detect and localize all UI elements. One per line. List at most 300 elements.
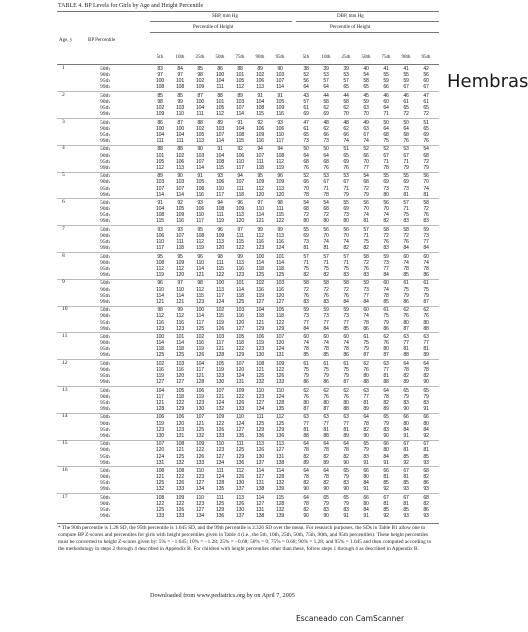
dbp-value-cell: 67 [403,441,409,448]
dbp-value-cell: 53 [323,72,329,79]
bp-percentile-label: 99th [100,298,110,305]
dbp-value-cell: 48 [323,119,329,126]
dbp-value-cell: 90 [323,486,329,493]
bp-percentile-label: 90th [100,500,110,507]
dbp-value-cell: 54 [363,72,369,79]
sbp-value-cell: 131 [275,352,285,359]
sbp-value-cell: 114 [176,292,184,299]
sbp-value-cell: 115 [216,164,224,171]
bp-percentile-label: 95th [100,319,110,326]
sbp-value-cell: 107 [235,105,245,112]
sbp-value-cell: 100 [255,253,265,260]
dbp-value-cell: 79 [303,373,309,380]
sbp-value-cell: 95 [177,253,183,260]
dbp-value-cell: 81 [363,399,369,406]
bp-percentile-label: 90th [100,313,110,320]
sbp-value-cell: 121 [255,319,265,326]
dbp-value-cell: 72 [363,185,369,192]
dbp-value-cell: 86 [423,272,429,279]
dbp-value-cell: 54 [363,173,369,180]
bp-percentile-label: 99th [100,245,110,252]
sbp-value-cell: 119 [156,420,164,427]
dbp-value-cell: 85 [323,352,329,359]
dbp-value-cell: 50 [383,119,389,126]
sbp-value-cell: 117 [236,164,244,171]
sbp-value-cell: 88 [197,119,203,126]
dbp-value-cell: 61 [323,360,329,367]
dbp-value-cell: 65 [403,387,409,394]
dbp-value-cell: 69 [343,158,349,165]
bp-percentile-label: 99th [100,486,110,493]
dbp-value-cell: 83 [343,272,349,279]
sbp-value-cell: 106 [255,125,265,132]
sbp-value-cell: 112 [236,468,244,474]
sbp-value-cell: 126 [215,426,225,433]
bp-percentile-label: 95th [100,346,110,353]
bp-percentile-label: 90th [100,286,110,293]
dbp-value-cell: 73 [363,286,369,293]
sbp-value-cell: 122 [175,474,185,481]
sbp-value-cell: 110 [156,239,164,246]
dbp-value-cell: 76 [403,239,409,246]
sbp-value-cell: 116 [176,218,184,225]
sbp-value-cell: 131 [275,453,285,460]
sbp-value-cell: 87 [177,119,183,126]
sbp-value-cell: 118 [236,191,244,198]
dbp-value-cell: 91 [423,406,429,413]
dbp-height-percentile-header: 25th [341,55,351,60]
sbp-percentile-of-height: Percentile of Height [193,25,234,30]
sbp-value-cell: 105 [235,78,245,85]
bp-percentile-label: 99th [100,513,110,520]
sbp-value-cell: 126 [235,399,245,406]
sbp-value-cell: 121 [195,373,205,380]
dbp-value-cell: 59 [383,78,389,85]
dbp-value-cell: 65 [383,414,389,421]
dbp-value-cell: 50 [403,119,409,126]
age-label: 15 [62,440,68,447]
sbp-value-cell: 110 [256,206,264,213]
sbp-height-percentile-header: 90th [255,55,265,60]
sbp-value-cell: 111 [156,138,164,145]
dbp-value-cell: 64 [403,125,409,132]
sbp-value-cell: 107 [155,441,165,448]
sbp-value-cell: 129 [175,406,185,413]
sbp-value-cell: 120 [275,191,285,198]
sbp-value-cell: 91 [237,119,243,126]
sbp-value-cell: 114 [236,111,244,118]
dbp-value-cell: 52 [383,146,389,153]
age-label: 9 [62,279,65,286]
sbp-value-cell: 120 [275,292,285,299]
dbp-value-cell: 65 [343,152,349,159]
sbp-value-cell: 110 [216,441,224,448]
dbp-value-cell: 81 [403,346,409,353]
dbp-value-cell: 58 [303,280,309,287]
sbp-value-cell: 91 [157,200,163,206]
dbp-value-cell: 81 [403,447,409,454]
dbp-value-cell: 79 [403,292,409,299]
dbp-value-cell: 85 [383,298,389,305]
dbp-value-cell: 62 [343,105,349,112]
sbp-value-cell: 104 [215,78,225,85]
sbp-value-cell: 114 [176,191,184,198]
sbp-value-cell: 123 [255,245,265,252]
dbp-value-cell: 77 [303,420,309,427]
age-label: 4 [62,145,65,152]
sbp-value-cell: 115 [196,292,204,299]
dbp-value-cell: 74 [363,313,369,320]
age-label: 17 [62,493,68,500]
sbp-value-cell: 121 [155,399,165,406]
dbp-value-cell: 81 [423,447,429,454]
sbp-value-cell: 106 [215,179,225,186]
bp-percentile-label: 99th [100,352,110,359]
sbp-value-cell: 106 [155,232,165,239]
sbp-value-cell: 123 [195,399,205,406]
dbp-value-cell: 77 [383,265,389,272]
dbp-value-cell: 74 [343,138,349,145]
dbp-value-cell: 57 [343,253,349,260]
dbp-value-cell: 78 [303,474,309,481]
dbp-value-cell: 76 [343,164,349,171]
sbp-value-cell: 124 [275,346,285,353]
dbp-value-cell: 60 [403,253,409,260]
sbp-value-cell: 114 [156,292,164,299]
dbp-value-cell: 92 [383,486,389,493]
sbp-value-cell: 129 [235,352,245,359]
sbp-value-cell: 113 [276,185,284,192]
bp-percentile-label: 95th [100,265,110,272]
sbp-value-cell: 110 [156,286,164,293]
dbp-value-cell: 78 [423,265,429,272]
bp-percentile-label: 95th [100,239,110,246]
dbp-value-cell: 79 [423,292,429,299]
sbp-value-cell: 103 [195,152,205,159]
dbp-value-cell: 68 [423,494,429,501]
sbp-value-cell: 112 [176,313,184,320]
dbp-value-cell: 56 [383,200,389,206]
sbp-value-cell: 114 [216,138,224,145]
sbp-value-cell: 133 [215,432,225,439]
sbp-value-cell: 105 [175,387,185,394]
sbp-value-cell: 112 [276,414,284,421]
dbp-value-cell: 55 [403,72,409,79]
dbp-value-cell: 72 [423,111,429,118]
dbp-value-cell: 81 [423,346,429,353]
sbp-value-cell: 111 [216,259,224,266]
dbp-value-cell: 92 [383,513,389,520]
dbp-value-cell: 74 [343,340,349,347]
sbp-value-cell: 108 [215,158,225,165]
dbp-value-cell: 88 [403,352,409,359]
dbp-value-cell: 59 [403,78,409,85]
dbp-value-cell: 58 [323,280,329,287]
sbp-value-cell: 90 [277,66,283,72]
sbp-value-cell: 118 [176,346,184,353]
dbp-value-cell: 85 [343,325,349,332]
sbp-value-cell: 89 [237,92,243,99]
sbp-value-cell: 118 [276,265,284,272]
sbp-value-cell: 111 [236,232,244,239]
sbp-value-cell: 117 [196,366,204,373]
bp-percentile-label: 50th [100,66,110,72]
sbp-value-cell: 124 [275,393,285,400]
dbp-value-cell: 90 [323,513,329,520]
dbp-value-cell: 90 [303,486,309,493]
bp-percentile-label: 50th [100,119,110,126]
sbp-value-cell: 139 [275,486,285,493]
dbp-value-cell: 59 [363,280,369,287]
sbp-value-cell: 130 [235,480,245,487]
dbp-value-cell: 65 [343,468,349,474]
sbp-value-cell: 122 [215,272,225,279]
sbp-value-cell: 128 [215,480,225,487]
bp-percentile-label: 90th [100,420,110,427]
bp-percentile-label: 95th [100,78,110,85]
sbp-value-cell: 116 [276,286,284,293]
dbp-percentile-of-height: Percentile of Height [330,25,371,30]
sbp-value-cell: 127 [275,447,285,454]
dbp-value-cell: 43 [303,92,309,99]
dbp-value-cell: 89 [343,432,349,439]
sbp-value-cell: 98 [217,253,223,260]
bp-percentile-label: 90th [100,72,110,79]
sbp-value-cell: 100 [215,280,225,287]
dbp-value-cell: 71 [403,158,409,165]
age-label: 10 [62,306,68,313]
sbp-value-cell: 127 [255,399,265,406]
sbp-height-percentile-header: 95th [275,55,285,60]
dbp-value-cell: 82 [363,245,369,252]
dbp-value-cell: 62 [303,387,309,394]
dbp-value-cell: 70 [423,179,429,186]
sbp-value-cell: 124 [215,298,225,305]
sbp-value-cell: 101 [235,72,245,79]
dbp-value-cell: 72 [343,286,349,293]
dbp-value-cell: 74 [343,239,349,246]
dbp-value-cell: 46 [383,92,389,99]
sbp-value-cell: 116 [156,319,164,326]
sbp-value-cell: 110 [176,286,184,293]
dbp-value-cell: 72 [383,232,389,239]
sbp-value-cell: 107 [215,387,225,394]
dbp-value-cell: 64 [323,468,329,474]
sbp-value-cell: 131 [155,459,165,466]
bp-percentile-label: 99th [100,218,110,225]
sbp-value-cell: 111 [276,206,284,213]
sbp-value-cell: 131 [255,480,265,487]
download-note: Downloaded from www.pediatrics.org by on April 7, 2005 [150,592,295,599]
dbp-value-cell: 83 [343,507,349,514]
sbp-value-cell: 119 [256,292,264,299]
dbp-value-cell: 59 [363,98,369,105]
sbp-value-cell: 87 [197,92,203,99]
sbp-value-cell: 138 [255,486,265,493]
dbp-value-cell: 67 [403,84,409,91]
dbp-value-cell: 82 [383,218,389,225]
bp-percentile-label: 95th [100,158,110,165]
sbp-value-cell: 114 [176,340,184,347]
dbp-value-cell: 52 [363,146,369,153]
sbp-value-cell: 100 [175,125,185,132]
dbp-value-cell: 73 [403,185,409,192]
sbp-value-cell: 105 [275,307,285,314]
dbp-value-cell: 86 [303,379,309,386]
dbp-value-cell: 84 [363,298,369,305]
sbp-value-cell: 117 [216,292,224,299]
dbp-value-cell: 84 [383,453,389,460]
bp-percentile-label: 95th [100,292,110,299]
sbp-value-cell: 136 [235,459,245,466]
dbp-value-cell: 72 [363,259,369,266]
dbp-value-cell: 79 [343,474,349,481]
dbp-value-cell: 77 [323,420,329,427]
dbp-value-cell: 65 [323,494,329,501]
dbp-value-cell: 75 [303,265,309,272]
bp-percentile-label: 99th [100,272,110,279]
dbp-value-cell: 84 [343,298,349,305]
dbp-value-cell: 74 [403,259,409,266]
dbp-value-cell: 68 [423,152,429,159]
sbp-value-cell: 104 [235,125,245,132]
bp-percentile-label: 95th [100,105,110,112]
dbp-value-cell: 76 [343,292,349,299]
dbp-value-cell: 79 [343,500,349,507]
sbp-value-cell: 139 [275,513,285,520]
table-title: TABLE 4. BP Levels for Girls by Age and Height Percentile [58,3,204,9]
sbp-value-cell: 94 [277,146,283,153]
dbp-value-cell: 73 [383,259,389,266]
sbp-value-cell: 132 [275,480,285,487]
sbp-value-cell: 119 [156,272,164,279]
dbp-height-percentile-header: 5th [302,55,310,60]
sbp-value-cell: 115 [256,111,264,118]
sbp-value-cell: 110 [196,494,204,501]
dbp-value-cell: 80 [343,399,349,406]
sbp-value-cell: 117 [216,191,224,198]
sbp-value-cell: 114 [196,265,204,272]
sbp-value-cell: 92 [257,119,263,126]
dbp-value-cell: 57 [323,253,329,260]
sbp-value-cell: 119 [256,340,264,347]
dbp-value-cell: 61 [403,98,409,105]
dbp-value-cell: 80 [343,218,349,225]
sbp-value-cell: 122 [175,500,185,507]
sbp-value-cell: 125 [155,352,165,359]
dbp-value-cell: 90 [303,513,309,520]
sbp-value-cell: 114 [276,468,284,474]
dbp-value-cell: 84 [323,325,329,332]
dbp-value-cell: 85 [403,507,409,514]
sbp-value-cell: 93 [217,173,223,180]
sbp-value-cell: 107 [195,414,205,421]
dbp-value-cell: 69 [303,111,309,118]
dbp-value-cell: 64 [343,441,349,448]
dbp-value-cell: 68 [363,179,369,186]
dbp-value-cell: 68 [303,158,309,165]
sbp-value-cell: 125 [175,352,185,359]
dbp-value-cell: 90 [343,459,349,466]
bp-percentile-label: 99th [100,138,110,145]
sbp-value-cell: 98 [197,72,203,79]
dbp-value-cell: 62 [423,307,429,314]
dbp-value-cell: 64 [403,360,409,367]
dbp-value-cell: 65 [363,441,369,448]
sbp-value-cell: 86 [157,119,163,126]
sbp-value-cell: 102 [255,280,265,287]
sbp-value-cell: 107 [155,185,165,192]
sbp-value-cell: 122 [275,366,285,373]
dbp-value-cell: 78 [303,500,309,507]
dbp-value-cell: 76 [363,366,369,373]
bp-percentile-label: 90th [100,152,110,159]
sbp-value-cell: 95 [197,226,203,233]
dbp-value-cell: 61 [303,105,309,112]
sbp-value-cell: 105 [275,98,285,105]
dbp-value-cell: 58 [383,226,389,233]
sbp-value-cell: 111 [196,111,204,118]
dbp-value-cell: 79 [363,447,369,454]
sbp-value-cell: 111 [256,158,264,165]
dbp-value-cell: 66 [383,441,389,448]
sbp-value-cell: 113 [276,441,284,448]
sbp-value-cell: 127 [195,480,205,487]
sbp-value-cell: 110 [196,259,204,266]
sbp-value-cell: 113 [236,494,244,501]
dbp-value-cell: 80 [323,218,329,225]
dbp-value-cell: 88 [423,325,429,332]
sbp-value-cell: 125 [275,420,285,427]
sbp-value-cell: 112 [276,158,284,165]
age-label: 5 [62,172,65,179]
dbp-value-cell: 58 [363,253,369,260]
dbp-value-cell: 66 [323,131,329,138]
sbp-value-cell: 108 [255,105,265,112]
dbp-value-cell: 72 [303,286,309,293]
dbp-value-cell: 44 [343,92,349,99]
dbp-value-cell: 81 [303,245,309,252]
dbp-value-cell: 78 [303,191,309,198]
sbp-value-cell: 132 [255,379,265,386]
dbp-value-cell: 81 [363,218,369,225]
sbp-value-cell: 129 [275,426,285,433]
dbp-value-cell: 71 [343,185,349,192]
dbp-value-cell: 74 [363,212,369,219]
sbp-value-cell: 88 [217,92,223,99]
dbp-value-cell: 64 [303,441,309,448]
dbp-value-cell: 61 [303,125,309,132]
dbp-value-cell: 71 [363,232,369,239]
dbp-value-cell: 82 [423,474,429,481]
sbp-value-cell: 123 [235,272,245,279]
sbp-value-cell: 112 [216,111,224,118]
sbp-value-cell: 103 [215,125,225,132]
sbp-value-cell: 100 [155,78,165,85]
sbp-value-cell: 109 [155,111,165,118]
bp-percentile-label: 90th [100,232,110,239]
dbp-value-cell: 58 [423,200,429,206]
dbp-value-cell: 93 [403,486,409,493]
sbp-value-cell: 112 [156,164,164,171]
sbp-value-cell: 97 [177,72,183,79]
age-label: 6 [62,199,65,205]
dbp-value-cell: 91 [383,459,389,466]
sbp-value-cell: 89 [217,119,223,126]
sbp-value-cell: 123 [215,373,225,380]
dbp-value-cell: 82 [403,373,409,380]
dbp-value-cell: 66 [383,468,389,474]
